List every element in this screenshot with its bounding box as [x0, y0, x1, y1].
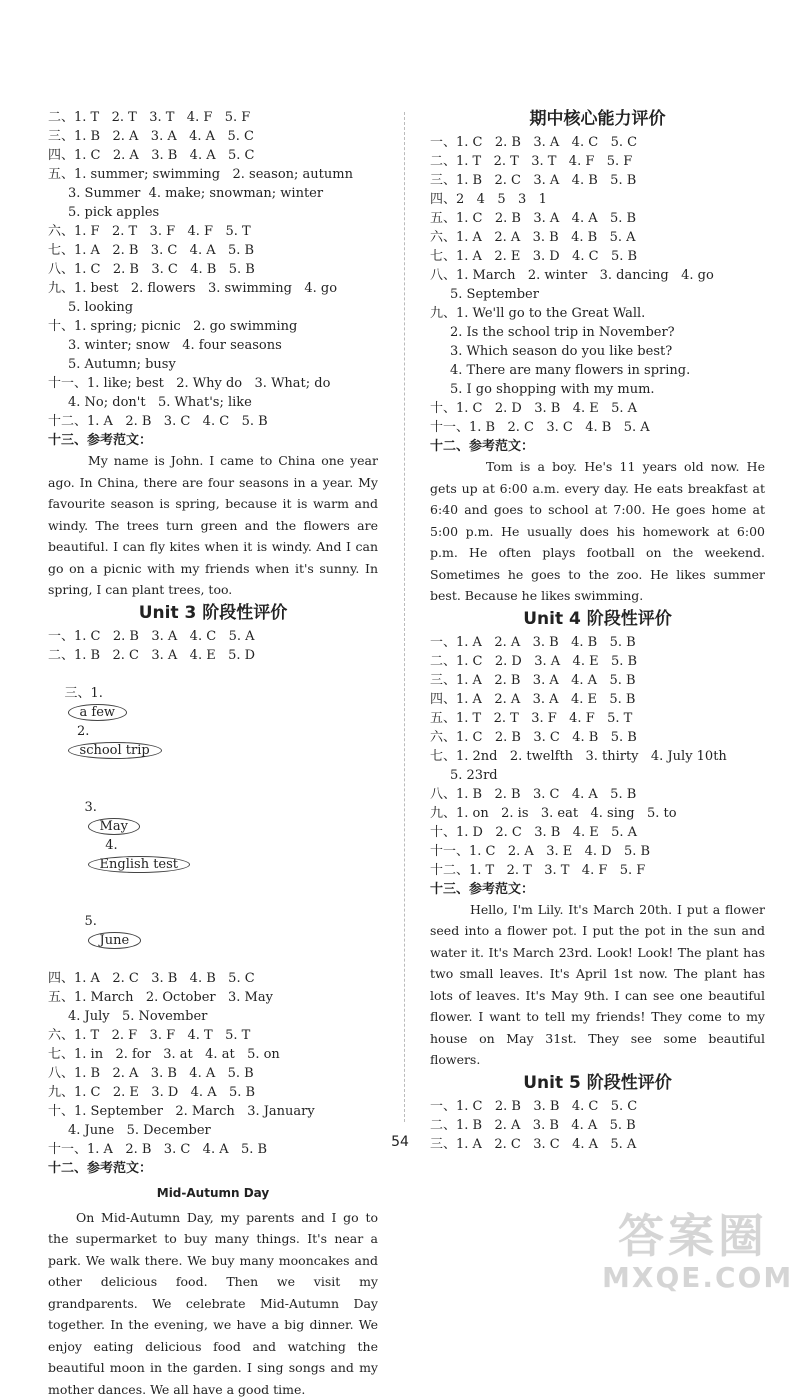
answer-line: 七、1. A 2. B 3. C 4. A 5. B [48, 241, 378, 260]
item-number: 5. [85, 914, 97, 929]
answer-line: 十、1. C 2. D 3. B 4. E 5. A [430, 399, 765, 418]
answer-line: 三、1. A 2. B 3. A 4. A 5. B [430, 671, 765, 690]
answer-line: 5. I go shopping with my mum. [430, 380, 765, 399]
answer-line: 四、1. C 2. A 3. B 4. A 5. C [48, 146, 378, 165]
answer-line: 十、1. September 2. March 3. January [48, 1102, 378, 1121]
answer-line: 八、1. March 2. winter 3. dancing 4. go [430, 266, 765, 285]
answer-line: 4. July 5. November [48, 1007, 378, 1026]
answer-line: 二、1. T 2. T 3. T 4. F 5. F [430, 152, 765, 171]
answer-line: 4. There are many flowers in spring. [430, 361, 765, 380]
essay-block [430, 456, 765, 607]
section-title: Unit 5 阶段性评价 [430, 1074, 765, 1093]
answer-line: 九、1. C 2. E 3. D 4. A 5. B [48, 1083, 378, 1102]
answer-line: 八、1. B 2. A 3. B 4. A 5. B [48, 1064, 378, 1083]
answer-line: 五、1. C 2. B 3. A 4. A 5. B [430, 209, 765, 228]
circled-answer: May [88, 818, 140, 835]
answer-line: 三、1. A 2. C 3. C 4. A 5. A [430, 1135, 765, 1154]
answer-line: 五、1. summer; swimming 2. season; autumn [48, 165, 378, 184]
essay-text: My name is John. I came to China one year ago. In China, there are four seasons in a year. My favourite season is spring, because it is warm and windy. The trees turn green and the flowers are beautiful. I can fly kites when it is windy. And I can go on a picnic with my friends when it's sunny. In spring, I can plant trees, too. [48, 450, 378, 601]
essay-text: Tom is a boy. He's 11 years old now. He gets up at 6:00 a.m. every day. He eats breakfast at 6:40 and goes to school at 7:00. He goes home at 5:00 p.m. He usually does his homework at 6:00 p.m. He often plays football on the weekend. Sometimes he goes to the zoo. He likes summer best. Because he likes swimming. [430, 456, 765, 607]
answer-line: 六、1. T 2. F 3. F 4. T 5. T [48, 1026, 378, 1045]
essay-block [48, 450, 378, 601]
answer-line: 二、1. B 2. A 3. B 4. A 5. B [430, 1116, 765, 1135]
answer-line: 三、1. B 2. A 3. A 4. A 5. C [48, 127, 378, 146]
section-title: Unit 4 阶段性评价 [430, 610, 765, 629]
answer-line: 十一、1. B 2. C 3. C 4. B 5. A [430, 418, 765, 437]
circled-answer: June [88, 932, 142, 949]
section-title: Unit 3 阶段性评价 [48, 604, 378, 623]
answer-line: 十二、1. T 2. T 3. T 4. F 5. F [430, 861, 765, 880]
answer-line: 3. Summer 4. make; snowman; winter [48, 184, 378, 203]
essay-block [430, 899, 765, 1071]
answer-line: 3. winter; snow 4. four seasons [48, 336, 378, 355]
answer-line: 九、1. best 2. flowers 3. swimming 4. go [48, 279, 378, 298]
answer-line: 七、1. A 2. E 3. D 4. C 5. B [430, 247, 765, 266]
section-title: 期中核心能力评价 [430, 110, 765, 129]
left-column [48, 108, 378, 1400]
circled-answer: school trip [68, 742, 162, 759]
answer-line: 六、1. C 2. B 3. C 4. B 5. B [430, 728, 765, 747]
item-number: 3. [85, 800, 97, 815]
answer-line: 八、1. B 2. B 3. C 4. A 5. B [430, 785, 765, 804]
answer-line: 十一、1. C 2. A 3. E 4. D 5. B [430, 842, 765, 861]
answer-line: 5. September [430, 285, 765, 304]
answer-line: 5. Autumn; busy [48, 355, 378, 374]
item-number: 4. [105, 838, 117, 853]
oval-answer-line [48, 893, 378, 969]
essay-heading: 十三、参考范文： [48, 431, 378, 450]
answer-line: 四、1. A 2. C 3. B 4. B 5. C [48, 969, 378, 988]
essay-block [48, 1207, 378, 1400]
answer-line: 七、1. 2nd 2. twelfth 3. thirty 4. July 10th [430, 747, 765, 766]
answer-line: 四、2 4 5 3 1 [430, 190, 765, 209]
answer-line: 五、1. March 2. October 3. May [48, 988, 378, 1007]
answer-line: 3. Which season do you like best? [430, 342, 765, 361]
right-column [430, 108, 765, 1154]
answer-line: 一、1. C 2. B 3. B 4. C 5. C [430, 1097, 765, 1116]
item-number: 三、1. [65, 686, 103, 701]
circled-answer: a few [68, 704, 128, 721]
answer-line: 一、1. C 2. B 3. A 4. C 5. A [48, 627, 378, 646]
watermark-text: 答案圈 [618, 1200, 768, 1266]
answer-line: 十、1. spring; picnic 2. go swimming [48, 317, 378, 336]
answer-line: 二、1. B 2. C 3. A 4. E 5. D [48, 646, 378, 665]
answer-line: 二、1. T 2. T 3. T 4. F 5. F [48, 108, 378, 127]
answer-line: 二、1. C 2. D 3. A 4. E 5. B [430, 652, 765, 671]
answer-line: 一、1. C 2. B 3. A 4. C 5. C [430, 133, 765, 152]
answer-line: 十一、1. like; best 2. Why do 3. What; do [48, 374, 378, 393]
answer-line: 4. No; don't 5. What's; like [48, 393, 378, 412]
essay-text: Hello, I'm Lily. It's March 20th. I put a flower seed into a flower pot. I put the pot in the sun and water it. It's March 23rd. Look! Look! The plant has two small leaves. It's April 1st now. The plant has lots of leaves. It's May 9th. I can see one beautiful flower. I want to tell my friends! They come to my house on May 31st. They see some beautiful flowers. [430, 899, 765, 1071]
answer-line: 九、1. on 2. is 3. eat 4. sing 5. to [430, 804, 765, 823]
item-number: 2. [77, 724, 89, 739]
watermark-logo [578, 1192, 788, 1300]
answer-line: 六、1. A 2. A 3. B 4. B 5. A [430, 228, 765, 247]
answer-line: 十、1. D 2. C 3. B 4. E 5. A [430, 823, 765, 842]
answer-line: 5. 23rd [430, 766, 765, 785]
essay-text: On Mid-Autumn Day, my parents and I go to the supermarket to buy many things. It's near a park. We walk there. We buy many mooncakes and other delicious food. Then we visit my grandparents. We celebrate Mid-Autumn Day together. In the evening, we have a big dinner. We enjoy eating delicious food and watching the beautiful moon in the garden. I sing songs and my mother dances. We all have a good time. [48, 1207, 378, 1400]
answer-line: 2. Is the school trip in November? [430, 323, 765, 342]
oval-answer-line [48, 779, 378, 893]
answer-line: 九、1. We'll go to the Great Wall. [430, 304, 765, 323]
answer-line: 4. June 5. December [48, 1121, 378, 1140]
answer-line: 六、1. F 2. T 3. F 4. F 5. T [48, 222, 378, 241]
essay-heading: 十二、参考范文： [430, 437, 765, 456]
answer-line: 五、1. T 2. T 3. F 4. F 5. T [430, 709, 765, 728]
answer-line: 八、1. C 2. B 3. C 4. B 5. B [48, 260, 378, 279]
oval-answer-line [48, 665, 378, 779]
answer-line: 一、1. A 2. A 3. B 4. B 5. B [430, 633, 765, 652]
essay-title: Mid-Autumn Day [48, 1184, 378, 1203]
essay-heading: 十三、参考范文： [430, 880, 765, 899]
answer-line: 十二、1. A 2. B 3. C 4. C 5. B [48, 412, 378, 431]
answer-line: 5. pick apples [48, 203, 378, 222]
answer-line: 四、1. A 2. A 3. A 4. E 5. B [430, 690, 765, 709]
answer-line: 十一、1. A 2. B 3. C 4. A 5. B [48, 1140, 378, 1159]
page-number: 54 [0, 1134, 800, 1150]
essay-heading: 十二、参考范文： [48, 1159, 378, 1178]
column-divider [404, 112, 405, 1122]
circled-answer: English test [88, 856, 191, 873]
answer-line: 三、1. B 2. C 3. A 4. B 5. B [430, 171, 765, 190]
answer-line: 七、1. in 2. for 3. at 4. at 5. on [48, 1045, 378, 1064]
answer-line: 5. looking [48, 298, 378, 317]
watermark-url: MXQE.COM [602, 1261, 793, 1294]
